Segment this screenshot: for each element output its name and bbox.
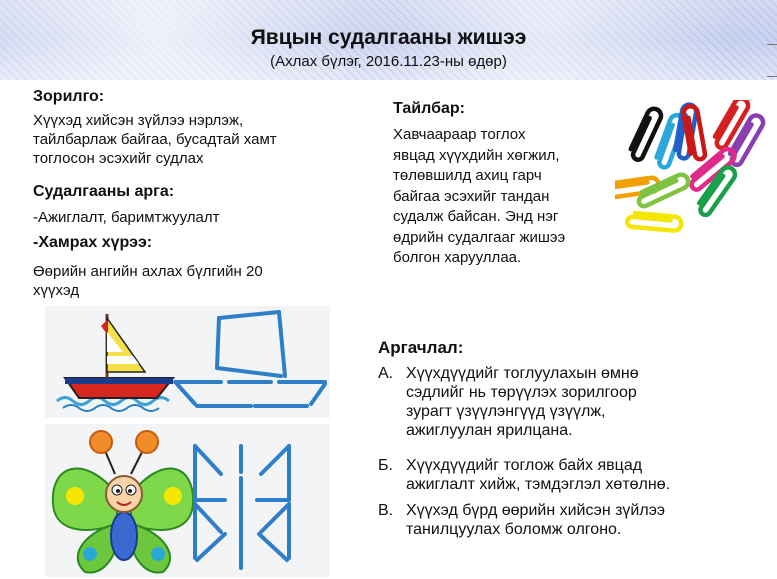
list-item-letter: Б.: [378, 457, 393, 474]
butterfly-panel: [45, 424, 330, 577]
list-item-line: танилцуулах боломж олгоно.: [406, 521, 622, 538]
list-item-body: [406, 456, 758, 494]
edge-mark: [767, 76, 777, 83]
page-title: Явцын судалгааны жишээ: [250, 26, 527, 49]
list-item: [378, 364, 758, 440]
note-line: болгон харууллаа.: [393, 249, 522, 266]
scope-heading: -Хамрах хүрээ:: [33, 234, 153, 251]
note-heading: Тайлбар:: [393, 100, 465, 117]
title-banner: [0, 0, 777, 80]
goal-line: тоглосон эсэхийг судлах: [33, 150, 204, 167]
list-item: [378, 501, 758, 539]
goal-line: тайлбарлаж байгаа, бусадтай хамт: [33, 131, 277, 148]
goal-line: Хүүхэд хийсэн зүйлээ нэрлэж,: [33, 112, 244, 129]
goal-text: [33, 111, 277, 168]
note-line: явцад хүүхдийн хөгжил,: [393, 146, 560, 164]
list-item-line: ажиглуулан ярилцана.: [406, 422, 573, 439]
note-line: байгаа эсэхийг тандан: [393, 187, 550, 205]
list-item-line: Хүүхдүүдийг тоглож байх явцад: [406, 457, 643, 474]
list-item-line: ажиглалт хийж, тэмдэглэл хөтөлнө.: [406, 476, 671, 493]
note-text: [393, 125, 565, 269]
paperclip-icon: [627, 213, 682, 232]
paperclips-illustration: [615, 100, 775, 240]
method-text: -Ажиглалт, баримтжуулалт: [33, 209, 220, 226]
list-item-line: Хүүхдүүдийг тоглуулахын өмнө: [406, 365, 639, 382]
list-item: [378, 456, 758, 494]
list-item-line: Хүүхэд бүрд өөрийн хийсэн зүйлээ: [406, 502, 666, 519]
scope-line: хүүхэд: [33, 282, 80, 299]
list-item-letter: А.: [378, 365, 394, 382]
goal-heading: Зорилго:: [33, 88, 105, 105]
butterfly-illustration: [45, 424, 330, 577]
note-line: өдрийн судалгааг жишээ: [393, 228, 566, 246]
scope-line: Өөрийн ангийн ахлах бүлгийн 20: [33, 263, 263, 280]
note-line: судалж байсан. Энд нэг: [393, 208, 559, 225]
list-item-body: [406, 501, 758, 539]
procedure-heading: Аргачлал:: [378, 338, 464, 357]
note-line: Хавчаараар тоглох: [393, 126, 526, 143]
list-item-letter: В.: [378, 502, 394, 519]
scope-text: [33, 262, 263, 300]
method-heading: Судалгааны арга:: [33, 183, 175, 200]
page-subtitle: (Ахлах бүлэг, 2016.11.23-ны өдөр): [270, 53, 507, 70]
list-item-line: сэдлийг нь төрүүлэх зорилгоор: [406, 384, 637, 401]
list-item-body: [406, 364, 758, 440]
note-line: төлөвшилд ахиц гарч: [393, 167, 542, 184]
edge-mark: [767, 44, 777, 51]
list-item-line: зурагт үзүүлэнгүүд үзүүлж,: [406, 403, 606, 420]
boat-panel: [45, 306, 330, 418]
boat-illustration: [45, 306, 330, 418]
